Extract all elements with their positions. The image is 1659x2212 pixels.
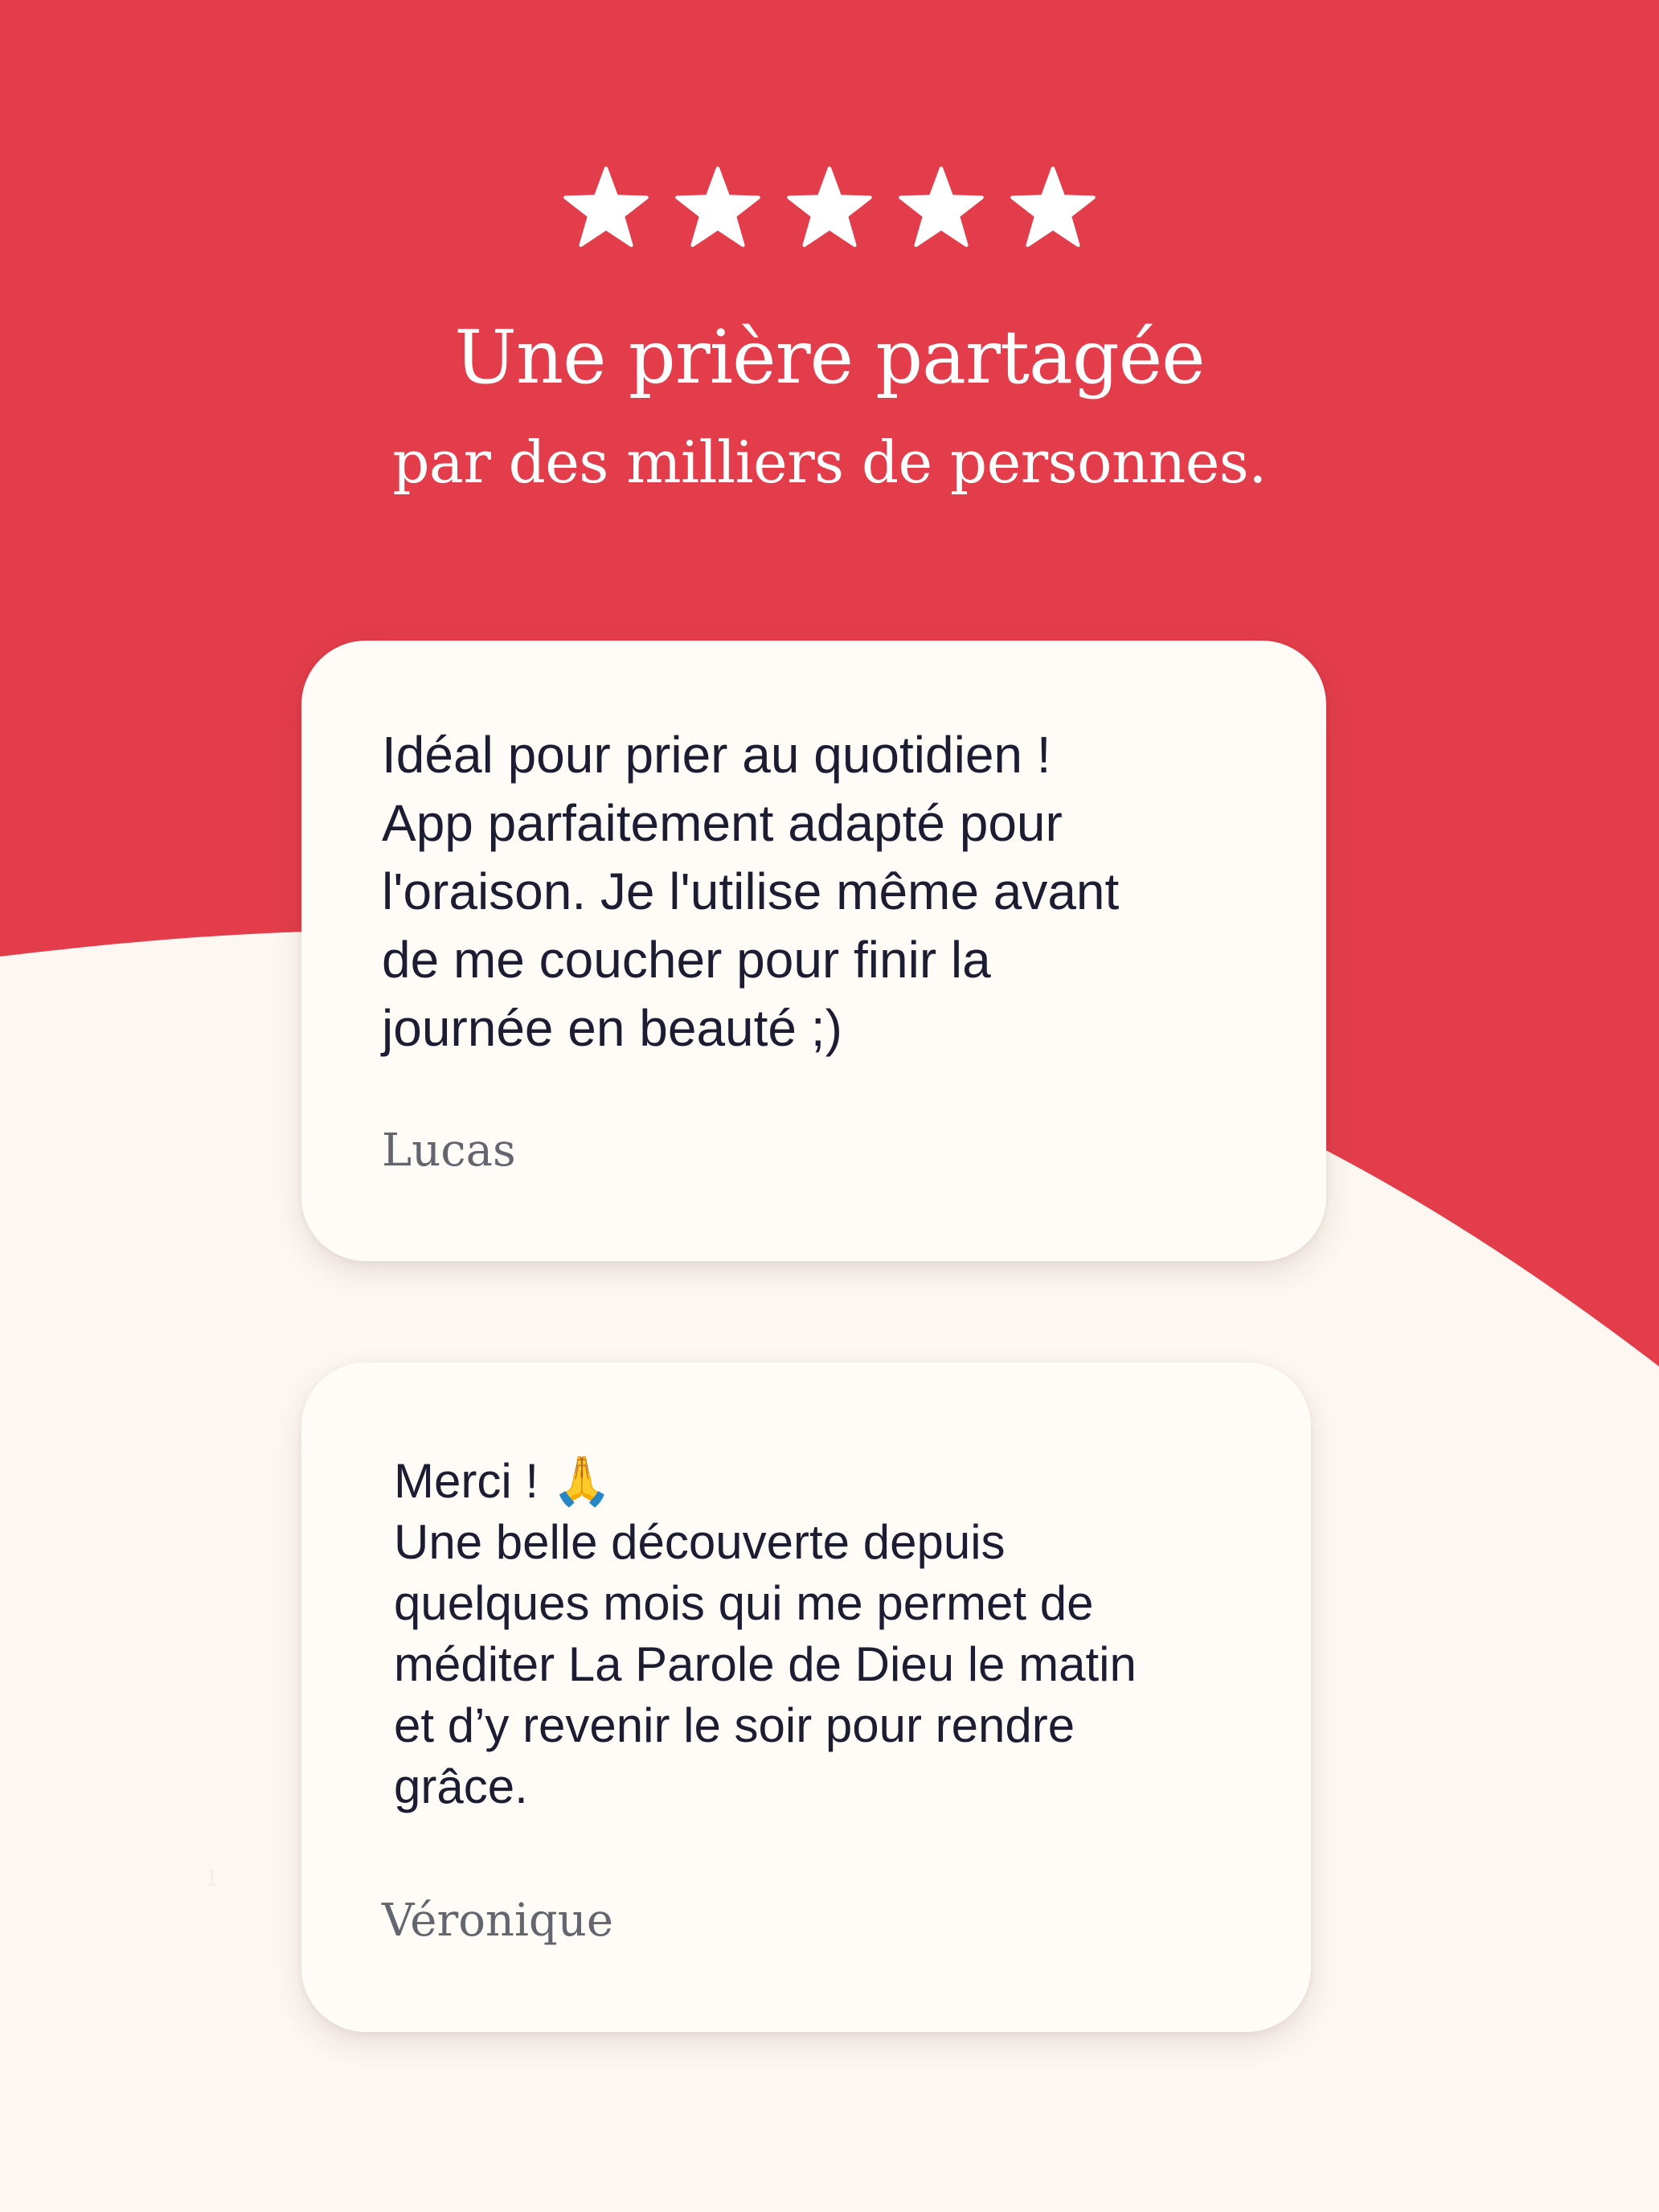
star-icon [785, 165, 874, 253]
headline-title: Une prière partagée [454, 314, 1205, 400]
five-star-rating [0, 165, 1659, 261]
review-card [301, 641, 1326, 1261]
star-icon [674, 165, 762, 253]
review-text: Merci ! 🙏 Une belle découverte depuis quelques mois qui me permet de méditer La Parole de Dieu le matin et d’y revenir le soir pour rendre grâce. [394, 1454, 1137, 1813]
review-card [301, 1362, 1311, 2032]
star-icon [1009, 165, 1097, 253]
reviewer-name: Lucas [382, 1124, 516, 1177]
star-icon [897, 165, 985, 253]
faint-watermark: 1 [205, 1865, 219, 1891]
review-text: Idéal pour prier au quotidien ! App parfaitement adapté pour l'oraison. Je l'utilise même avant de me coucher pour finir la journée en beauté ;) [382, 726, 1120, 1057]
star-icon [562, 165, 650, 253]
headline-subtitle: par des milliers de personnes. [392, 428, 1267, 496]
reviewer-name: Véronique [382, 1895, 613, 1947]
